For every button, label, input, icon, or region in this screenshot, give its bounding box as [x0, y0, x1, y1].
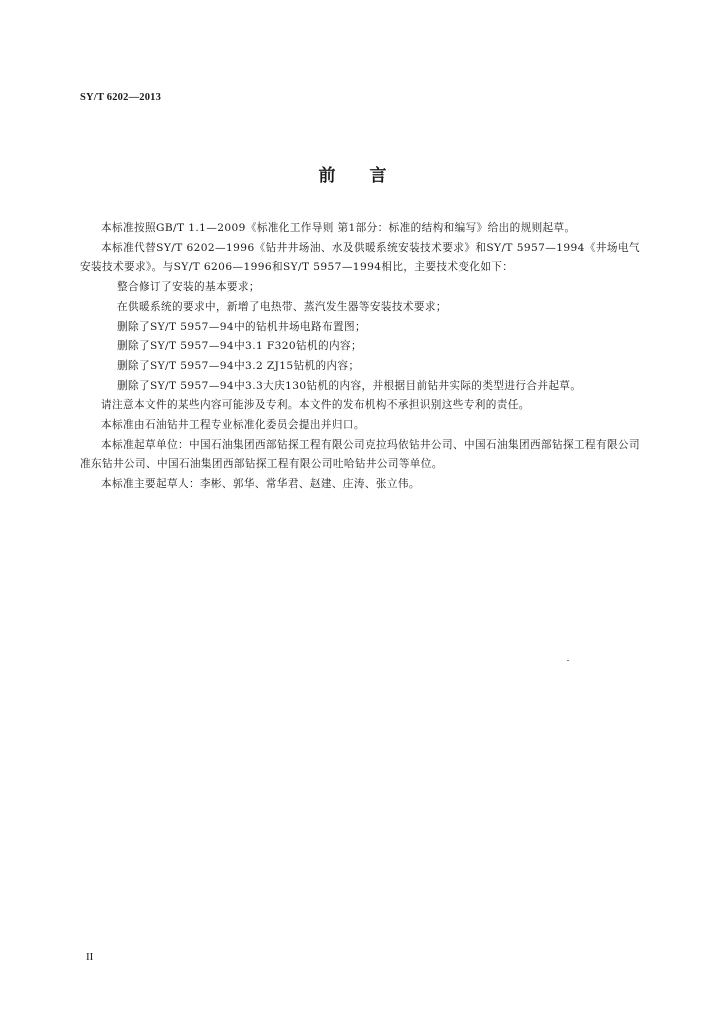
change-item: 删除了SY/T 5957—94中3.3大庆130钻机的内容，并根据目前钻井实际的类型进行合并起草。: [117, 379, 582, 392]
paragraph-drafting-rules: 本标准按照GB/T 1.1—2009《标准化工作导则 第1部分：标准的结构和编写》给出的规则起草。: [101, 222, 576, 234]
paragraph-patent-notice: 请注意本文件的某些内容可能涉及专利。本文件的发布机构不承担识别这些专利的责任。: [101, 399, 530, 412]
change-item: 删除了SY/T 5957—94中的钻机井场电路布置图；: [117, 320, 366, 333]
body-text: [80, 219, 640, 495]
change-item: 在供暖系统的要求中，新增了电热带、蒸汽发生器等安装技术要求；: [117, 300, 447, 313]
paragraph-replacement: 本标准代替SY/T 6202—1996《钻井井场油、水及供暖系统安装技术要求》和SY/T 5957—1994《井场电气安装技术要求》。与SY/T 6206—1996和SY/T 5957—1994相比，主要技术变化如下：: [80, 241, 640, 274]
paragraph-proposer: 本标准由石油钻井工程专业标准化委员会提出并归口。: [101, 419, 365, 432]
page-number: II: [86, 951, 94, 963]
change-item: 删除了SY/T 5957—94中3.1 F320钻机的内容；: [117, 340, 363, 353]
scan-speck: [567, 660, 569, 661]
change-item: 删除了SY/T 5957—94中3.2 ZJ15钻机的内容；: [117, 359, 360, 372]
paragraph-drafters: 本标准主要起草人：李彬、郭华、常华君、赵建、庄涛、张立伟。: [101, 478, 420, 491]
change-item: 整合修订了安装的基本要求；: [117, 281, 260, 294]
standard-code: SY/T 6202—2013: [80, 92, 162, 103]
page-title: 前言: [318, 166, 421, 186]
paragraph-drafting-units: 本标准起草单位：中国石油集团西部钻探工程有限公司克拉玛依钻井公司、中国石油集团西部钻探工程有限公司准东钻井公司、中国石油集团西部钻探工程有限公司吐哈钻井公司等单位。: [80, 438, 640, 471]
